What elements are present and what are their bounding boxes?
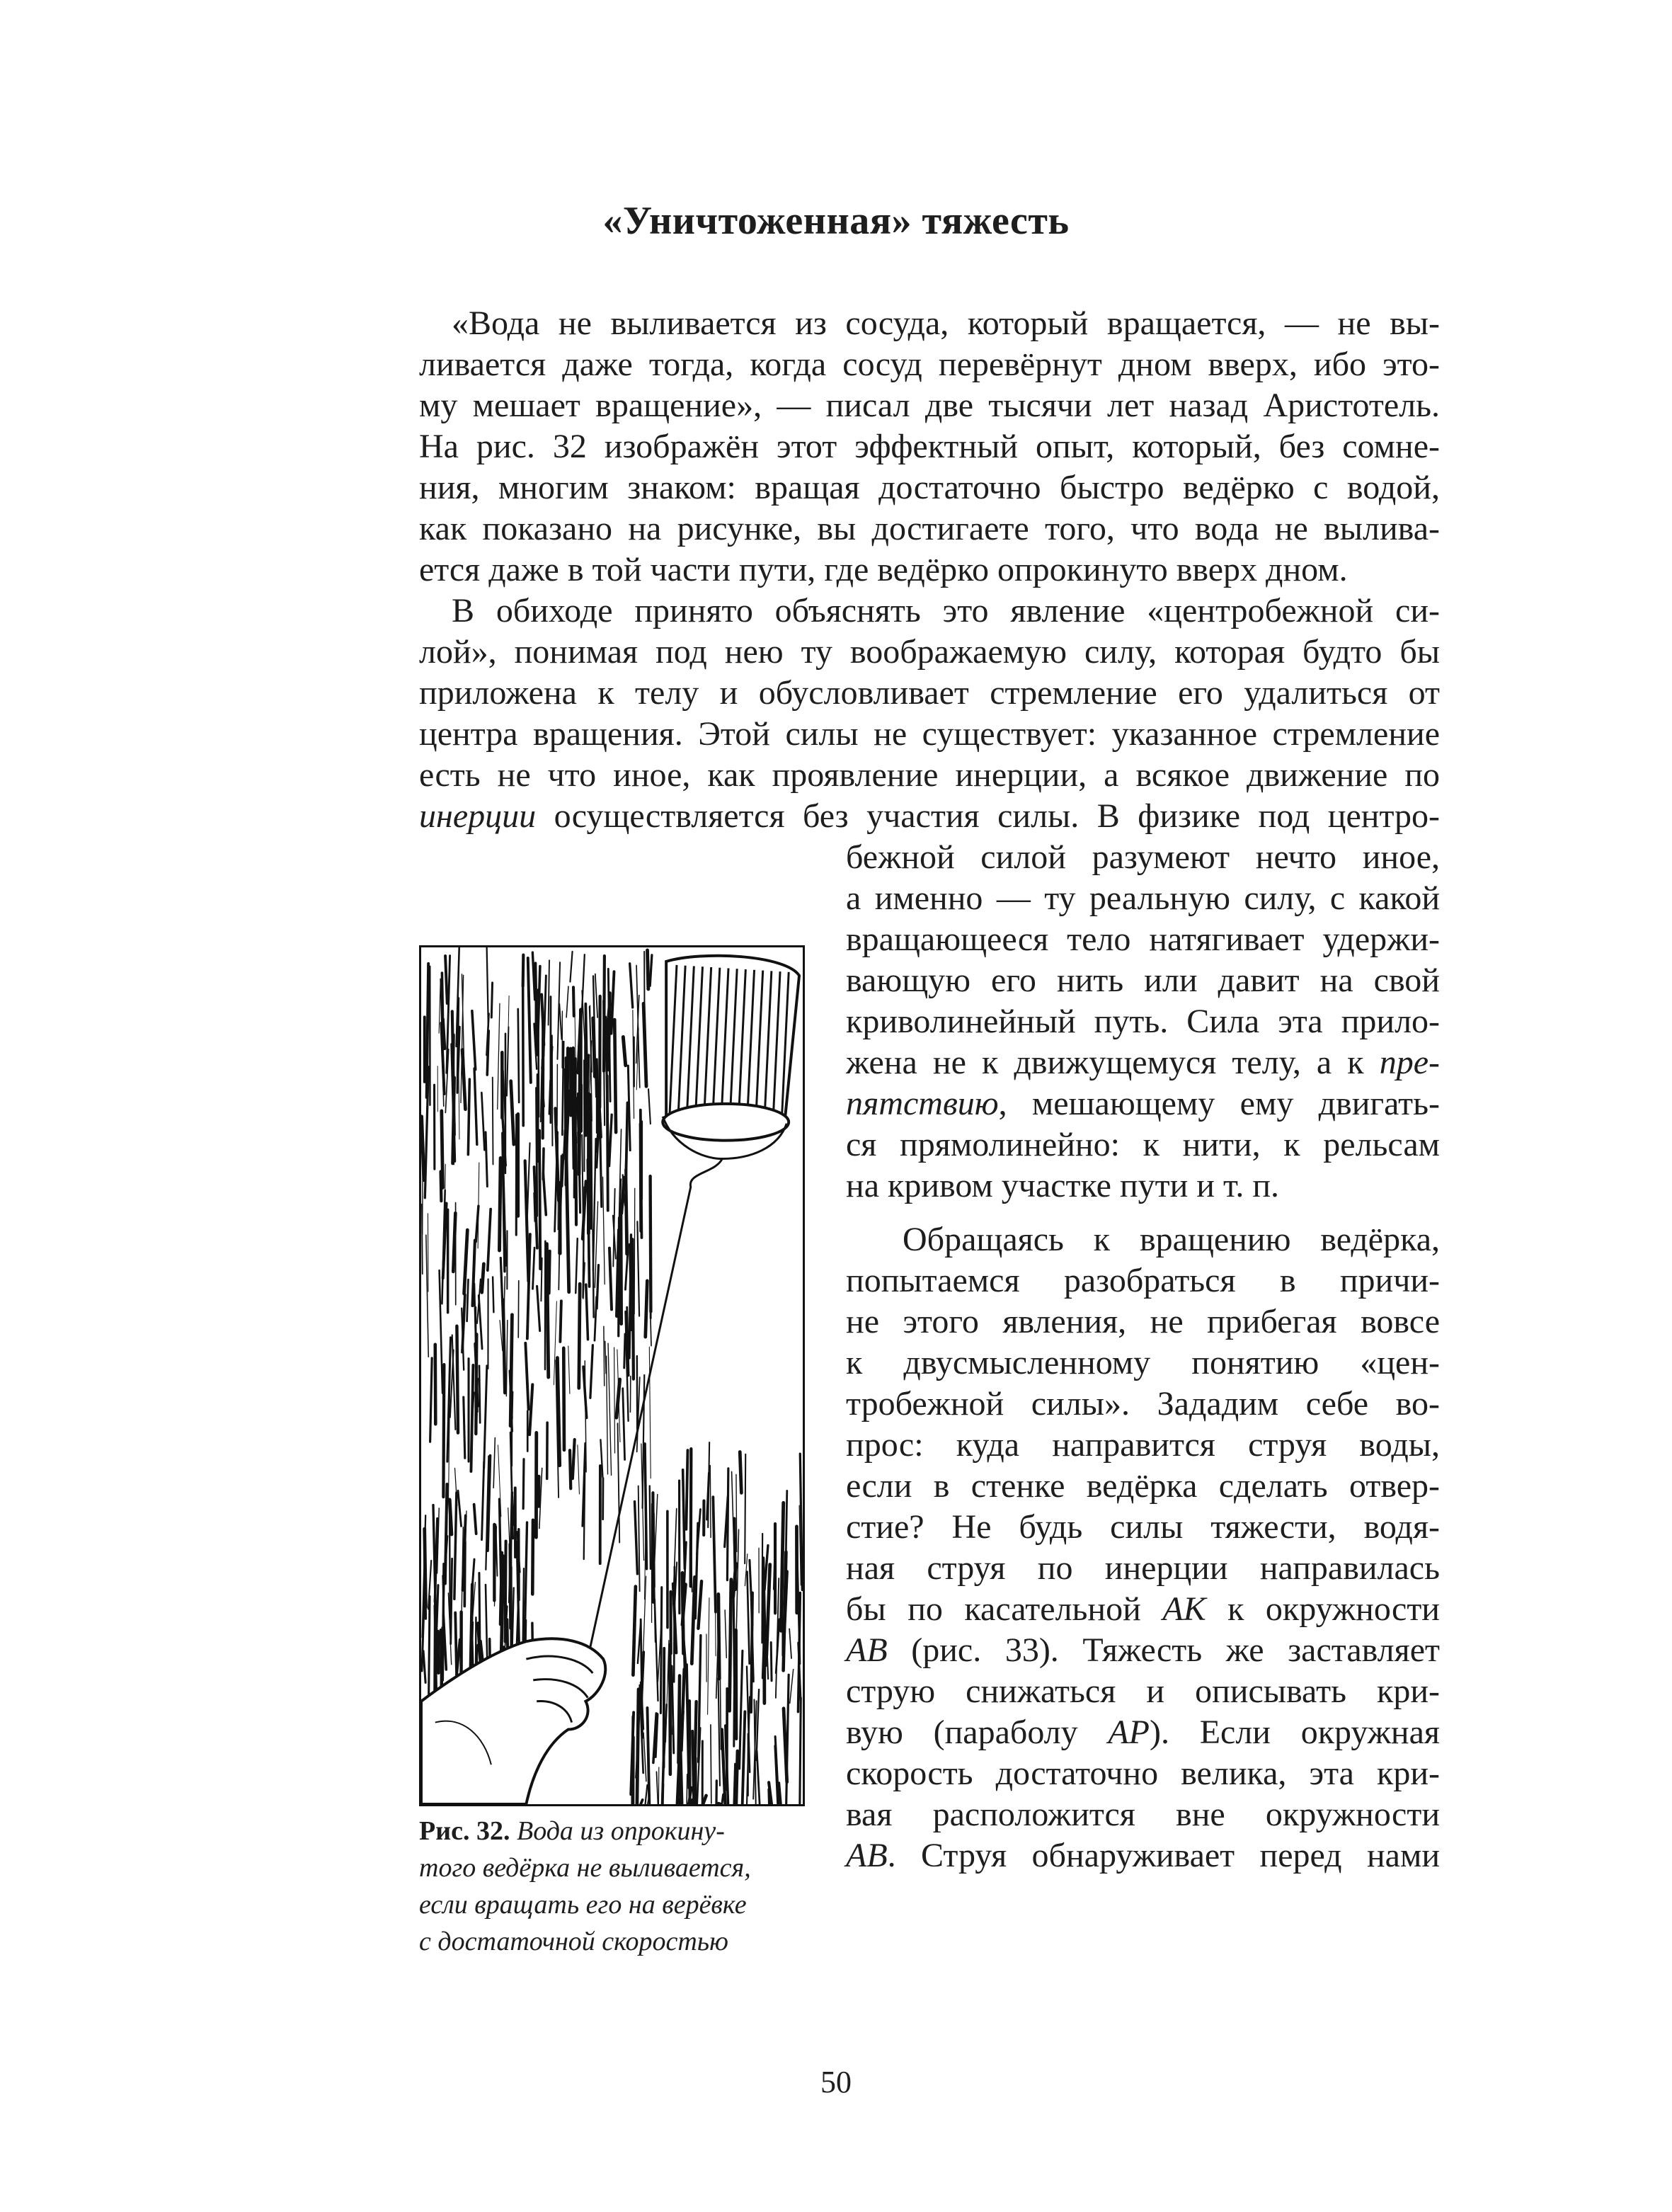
hatch-stroke: [487, 1031, 488, 1075]
hatch-stroke: [523, 1459, 524, 1509]
hatch-stroke: [763, 1587, 764, 1646]
hatch-stroke: [691, 1449, 692, 1586]
hatch-stroke: [468, 1079, 469, 1154]
hatch-stroke: [454, 1493, 457, 1599]
hatch-stroke: [609, 1114, 612, 1165]
text-line: бы по касательной АК к окружности: [846, 1590, 1440, 1628]
hatch-stroke: [570, 1450, 571, 1488]
hatch-stroke: [549, 1081, 551, 1114]
hatch-stroke: [493, 1438, 495, 1488]
hatch-stroke: [623, 1389, 625, 1460]
text-line: если в стенке ведёрка сделать отвер-: [846, 1467, 1440, 1505]
text-line: на кривом участке пути и т. п.: [846, 1167, 1280, 1204]
text-line: жена не к движущемуся телу, а к пре-: [846, 1044, 1440, 1081]
hatch-stroke: [467, 1279, 469, 1321]
hatch-stroke: [525, 1343, 528, 1410]
hatch-stroke: [597, 1265, 598, 1309]
hatch-stroke: [523, 955, 524, 987]
hatch-stroke: [474, 1505, 476, 1534]
hatch-stroke: [626, 1102, 627, 1180]
hatch-stroke: [708, 1598, 709, 1715]
italic-term: пятствию: [846, 1085, 999, 1122]
hatch-stroke: [604, 1326, 605, 1386]
bucket-rope-illustration: [421, 947, 803, 1804]
text-line: центра вращения. Этой силы не существует: указанное стремление: [419, 715, 1440, 753]
hatch-stroke: [784, 1709, 787, 1782]
text-line: АВ. Струя обнаруживает перед нами: [846, 1837, 1440, 1874]
hatch-stroke: [730, 1580, 731, 1711]
hatch-stroke: [443, 1364, 444, 1497]
hatch-stroke: [472, 1559, 474, 1590]
hatch-stroke: [532, 952, 534, 1000]
hatch-stroke: [740, 1452, 741, 1493]
hatch-stroke: [674, 1567, 675, 1682]
hatch-stroke: [771, 1643, 772, 1681]
hatch-stroke: [543, 1148, 544, 1180]
hatch-stroke: [698, 1581, 702, 1629]
hatch-stroke: [462, 1050, 465, 1110]
hatch-stroke: [533, 1248, 535, 1289]
hatch-stroke: [725, 1610, 726, 1658]
text-line: а именно — ту реальную силу, с какой: [846, 879, 1440, 917]
hatch-stroke: [462, 1295, 465, 1352]
hatch-stroke: [637, 1221, 639, 1316]
text-line: как показано на рисунке, вы достигаете того, что вода не вылива-: [419, 510, 1440, 547]
hatch-stroke: [683, 1470, 685, 1569]
hatch-stroke: [718, 1594, 719, 1678]
hatch-stroke: [624, 1334, 625, 1368]
hatch-stroke: [423, 1651, 425, 1683]
hatch-stroke: [736, 1474, 737, 1551]
figure-caption: Рис. 32. Вода из опрокину- того ведёрка не выливается, если вращать его на верёвке с достаточной скоростью: [419, 1813, 815, 1960]
hatch-stroke: [648, 1089, 651, 1124]
hatch-stroke: [422, 1204, 423, 1275]
italic-term: АВ: [846, 1631, 888, 1669]
hatch-stroke: [655, 1494, 658, 1566]
hatch-stroke: [566, 1156, 569, 1292]
hatch-stroke: [800, 1698, 801, 1803]
text-line: есть не что иное, как проявление инерции, а всякое движение по: [419, 756, 1440, 794]
text-line: АВ (рис. 33). Тяжесть же заставляет: [846, 1631, 1440, 1669]
hatch-stroke: [546, 1244, 548, 1377]
hatch-stroke: [590, 1345, 592, 1398]
hatch-stroke: [713, 1497, 716, 1612]
hatch-stroke: [633, 1239, 634, 1379]
hatch-stroke: [757, 1751, 760, 1804]
hatch-stroke: [557, 1358, 559, 1466]
hatch-stroke: [643, 1733, 646, 1781]
hatch-stroke: [568, 1346, 570, 1393]
text-line: инерции осуществляется без участия силы. В физике под центро-: [419, 797, 1440, 835]
hatch-stroke: [496, 1524, 497, 1576]
text-line: струю снижаться и описывать кри-: [846, 1672, 1440, 1710]
hatch-stroke: [537, 1286, 540, 1330]
hatch-stroke: [563, 1348, 564, 1450]
hatch-stroke: [451, 1558, 452, 1643]
hatch-stroke: [539, 1131, 540, 1269]
hatch-stroke: [464, 1230, 468, 1294]
text-line: На рис. 32 изображён этот эффектный опыт, который, без сомне-: [419, 428, 1440, 465]
hatch-stroke: [583, 1367, 587, 1418]
hatch-stroke: [573, 987, 574, 1016]
hatch-stroke: [472, 1011, 476, 1070]
hatch-stroke: [479, 1366, 480, 1423]
hatch-stroke: [498, 1003, 500, 1109]
hatch-stroke: [518, 1009, 519, 1102]
hatch-stroke: [789, 1629, 791, 1658]
hatch-stroke: [560, 1301, 561, 1342]
text-line: ливается даже тогда, когда сосуд перевёрнут дном вверх, ибо это-: [419, 346, 1440, 383]
italic-term: АВ: [846, 1837, 888, 1874]
hatch-stroke: [464, 1397, 465, 1458]
text-line: лой», понимая под нею ту воображаемую силу, которая будто бы: [419, 633, 1440, 671]
hatch-stroke: [781, 1503, 783, 1631]
text-line: вая расположится вне окружности: [846, 1796, 1440, 1833]
hatch-stroke: [682, 1628, 686, 1669]
hatch-stroke: [626, 1170, 627, 1254]
hatch-stroke: [562, 1042, 563, 1135]
hatch-stroke: [634, 1188, 635, 1313]
hatch-stroke: [639, 1486, 640, 1592]
hatch-stroke: [484, 1366, 487, 1468]
caption-line: того ведёрка не выливается,: [419, 1853, 751, 1883]
hatch-stroke: [646, 1785, 648, 1804]
hatch-stroke: [529, 1384, 532, 1435]
hatch-stroke: [660, 1587, 661, 1714]
hatch-stroke: [486, 1132, 487, 1187]
hatch-stroke: [506, 1321, 508, 1396]
hatch-stroke: [727, 1469, 728, 1580]
hatch-stroke: [570, 952, 572, 982]
hatch-stroke: [552, 1035, 553, 1146]
hatch-stroke: [578, 1445, 580, 1494]
hatch-stroke: [686, 1450, 687, 1529]
hatch-stroke: [457, 1326, 458, 1433]
page-number: 50: [820, 2065, 852, 2099]
italic-term: АК: [1162, 1590, 1206, 1628]
hatch-stroke: [614, 1347, 615, 1453]
hatch-stroke: [650, 955, 652, 986]
hatch-stroke: [452, 1335, 456, 1429]
figure-32-illustration: [419, 945, 805, 1806]
hatch-stroke: [605, 1341, 606, 1374]
hatch-stroke: [608, 1343, 612, 1475]
text-line: В обиходе принято объяснять это явление «центробежной си-: [452, 592, 1440, 629]
hatch-stroke: [586, 1284, 588, 1340]
text-line: пятствию, мешающему ему двигать-: [846, 1085, 1440, 1122]
text-line: скорость достаточно велика, эта кри-: [846, 1755, 1440, 1792]
hatch-stroke: [507, 1027, 508, 1095]
hatch-stroke: [488, 1209, 491, 1271]
hatch-stroke: [435, 1345, 436, 1424]
hatch-stroke: [514, 1497, 515, 1525]
hatch-stroke: [608, 969, 610, 1101]
hatch-stroke: [511, 1081, 514, 1144]
text-line: криволинейный путь. Сила эта прило-: [846, 1003, 1440, 1040]
hatch-stroke: [482, 1461, 484, 1539]
hatch-stroke: [625, 1252, 627, 1289]
hatch-stroke: [643, 1375, 645, 1508]
hatch-stroke: [628, 1066, 630, 1151]
hatch-stroke: [656, 1772, 658, 1804]
hatch-stroke: [646, 1281, 648, 1337]
hatch-stroke: [445, 956, 447, 1003]
text-line: не этого явления, не прибегая вовсе: [846, 1303, 1440, 1340]
caption-label: Рис. 32.: [419, 1816, 510, 1846]
hatch-stroke: [751, 1592, 752, 1712]
hatch-stroke: [523, 988, 524, 1126]
hatch-stroke: [630, 964, 633, 1008]
hatch-stroke: [559, 1004, 561, 1039]
hatch-stroke: [722, 1794, 723, 1804]
hatch-stroke: [736, 1751, 738, 1804]
hatch-stroke: [443, 1019, 445, 1049]
text-line: попытаемся разобраться в причи-: [846, 1262, 1440, 1299]
text-line: стие? Не будь силы тяжести, водя-: [846, 1508, 1440, 1546]
hatch-stroke: [593, 1139, 596, 1270]
hatch-stroke: [482, 1264, 484, 1292]
hatch-stroke: [623, 1037, 625, 1065]
hatch-stroke: [499, 1158, 500, 1250]
text-line: бежной силой разумеют нечто иное,: [846, 838, 1440, 876]
hatch-stroke: [458, 1490, 462, 1526]
hatch-stroke: [549, 1251, 550, 1294]
page-title: «Уничтоженная» тяжесть: [602, 199, 1070, 243]
hatch-stroke: [538, 967, 540, 1039]
hatch-stroke: [635, 1502, 638, 1574]
hatch-stroke: [476, 1379, 477, 1422]
caption-line: если вращать его на верёвке: [419, 1890, 747, 1920]
hatch-stroke: [481, 1093, 484, 1150]
text-line: к двусмысленному понятию «цен-: [846, 1344, 1440, 1381]
hatch-stroke: [532, 1520, 533, 1595]
text-line: Обращаясь к вращению ведёрка,: [903, 1221, 1440, 1258]
hatch-stroke: [609, 1248, 612, 1310]
italic-term: пре-: [1379, 1044, 1440, 1081]
hatch-stroke: [650, 1486, 651, 1569]
hatch-stroke: [430, 1358, 433, 1442]
hatch-stroke: [576, 1238, 578, 1293]
hatch-stroke: [453, 1213, 455, 1272]
text-line: ния, многим знаком: вращая достаточно быстро ведёрко с водой,: [419, 469, 1440, 506]
hatch-stroke: [633, 1587, 635, 1675]
hatch-stroke: [765, 1546, 768, 1590]
text-line: вращающееся тело натягивает удержи-: [846, 920, 1440, 958]
hatch-stroke: [607, 1356, 608, 1474]
hatch-stroke: [479, 1296, 482, 1349]
hatch-stroke: [471, 1365, 473, 1471]
hatch-stroke: [740, 1651, 743, 1769]
hatch-stroke: [718, 1678, 720, 1786]
hand-icon: [421, 1638, 605, 1804]
text-line: ная струя по инерции направилась: [846, 1549, 1440, 1587]
hatch-stroke: [647, 1708, 649, 1804]
hatch-stroke: [641, 1800, 642, 1804]
text-line: ся прямолинейно: к нити, к рельсам: [846, 1126, 1440, 1163]
text-line: «Вода не выливается из сосуда, который вращается, — не вы-: [452, 304, 1440, 342]
hatch-stroke: [491, 983, 492, 1017]
caption-line: с достаточной скоростью: [419, 1927, 728, 1956]
hatch-stroke: [747, 1572, 749, 1664]
hatch-stroke: [607, 1076, 608, 1210]
text-line: ется даже в той части пути, где ведёрко опрокинуто вверх дном.: [419, 551, 1348, 588]
hatch-stroke: [621, 1203, 622, 1323]
hatch-stroke: [579, 1074, 580, 1175]
hatch-stroke: [579, 1284, 580, 1388]
hatch-stroke: [527, 1143, 530, 1218]
text-line: вую (параболу АР). Если окружная: [846, 1714, 1440, 1751]
hatch-stroke: [643, 1003, 646, 1086]
hatch-stroke: [518, 1281, 519, 1338]
italic-term: АР: [1108, 1714, 1150, 1751]
hatch-stroke: [573, 1048, 576, 1167]
hatch-stroke: [438, 1631, 439, 1673]
bucket-icon: [663, 956, 799, 1159]
hatch-stroke: [573, 1439, 575, 1478]
text-line: тробежной силы». Зададим себе во-: [846, 1385, 1440, 1423]
text-line: приложена к телу и обусловливает стремление его удалиться от: [419, 674, 1440, 712]
hatch-stroke: [474, 1068, 477, 1145]
hatch-stroke: [464, 1542, 465, 1607]
hatch-stroke: [528, 958, 531, 1083]
hatch-stroke: [500, 1258, 503, 1325]
hatch-stroke: [422, 1117, 424, 1180]
hatch-stroke: [614, 1020, 616, 1132]
hatch-stroke: [710, 1466, 711, 1538]
text-line: прос: куда направится струя воды,: [846, 1426, 1440, 1464]
hatch-stroke: [453, 1035, 454, 1076]
hatch-stroke: [603, 1177, 605, 1284]
hatch-stroke: [743, 1711, 745, 1804]
text-line: вающую его нить или давит на свой: [846, 962, 1440, 999]
hatch-stroke: [757, 1689, 760, 1760]
hatch-stroke: [790, 1670, 794, 1704]
hatch-stroke: [687, 1665, 689, 1788]
italic-term: инерции: [419, 797, 537, 835]
hatch-stroke: [718, 1803, 721, 1804]
hatch-stroke: [595, 974, 597, 1017]
text-line: му мешает вращение», — писал две тысячи лет назад Аристотель.: [419, 387, 1440, 424]
hatch-stroke: [566, 986, 568, 1017]
hatch-stroke: [441, 1172, 442, 1202]
